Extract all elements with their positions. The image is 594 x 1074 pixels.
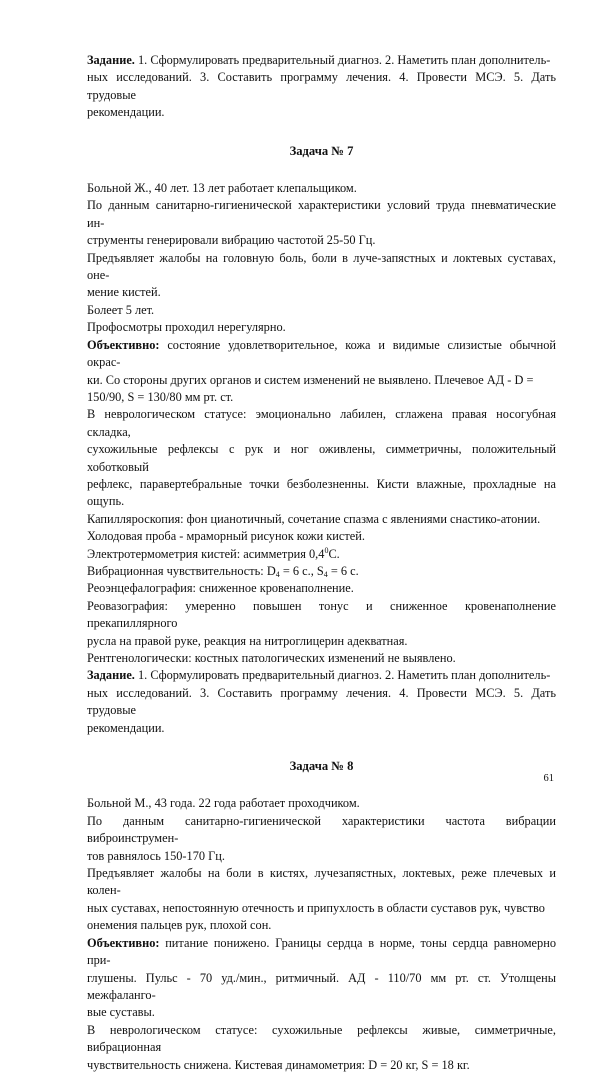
task-7-task-line-2: ных исследований. 3. Составить программу лечения. 4. Провести МСЭ. 5. Дать трудовые: [87, 685, 556, 718]
task-8-line-4: Предъявляет жалобы на боли в кистях, лучезапястных, локтевых, реже плечевых и колен-: [87, 866, 556, 898]
task-7-line-2: По данным санитарно-гигиенической характеристики условий труда пневматические ин-: [87, 198, 556, 230]
task-8-line-10: В неврологическом статусе: сухожильные рефлексы живые, симметричные, вибрационная: [87, 1022, 556, 1055]
task-8-title: Задача № 8: [289, 759, 354, 774]
task-8-line-9: вые суставы.: [87, 1005, 155, 1020]
task-7-block: [87, 180, 556, 737]
task-7-objective-line: [87, 337, 556, 372]
task-7-line-5: мение кистей.: [87, 285, 161, 300]
task-7-line-17-prefix: Вибрационная чувствительность: D: [87, 563, 276, 578]
task-7-title: Задача № 7: [289, 143, 354, 158]
intro-task-line-2: ных исследований. 3. Составить программу лечения. 4. Провести МСЭ. 5. Дать трудовые: [87, 70, 556, 102]
task-7-line-21: Рентгенологически: костных патологических изменений не выявлено.: [87, 651, 456, 665]
intro-task-block: [87, 52, 556, 122]
task-7-task-line-3: рекомендации.: [87, 720, 165, 735]
task-8-line-5: ных суставах, непостоянную отечность и припухлость в области суставов рук, чувство: [87, 900, 545, 915]
task-7-line-13: рефлекс, паравертебральные точки безболезненны. Кисти влажные, прохладные на ощупь.: [87, 476, 556, 509]
task-7-line-11: В неврологическом статусе: эмоционально лабилен, сглажена правая носогубная складка,: [87, 407, 556, 439]
task-8-line-8: глушены. Пульс - 70 уд./мин., ритмичный. АД - 110/70 мм рт. ст. Утолщены межфаланго-: [87, 970, 556, 1002]
task-7-line-20: русла на правой руке, реакция на нитроглицерин адекватная.: [87, 633, 408, 648]
subscript-d4: 4: [275, 569, 280, 579]
task-7-line-4: Предъявляет жалобы на головную боль, боли в луче-запястных и локтевых суставах, оне-: [87, 250, 556, 283]
task-7-line-16: [87, 546, 556, 563]
task-7-line-15: Холодовая проба - мраморный рисунок кожи кистей.: [87, 529, 365, 544]
page-number: 61: [543, 773, 554, 784]
task-7-line-1: Больной Ж., 40 лет. 13 лет работает клепальщиком.: [87, 181, 357, 196]
subscript-s4: 4: [323, 569, 328, 579]
task-8-objective-line: [87, 935, 556, 970]
task-8-line-3: тов равнялось 150-170 Гц.: [87, 848, 225, 863]
page-content: [87, 52, 556, 1074]
task-7-line-3: струменты генерировали вибрацию частотой 25-50 Гц.: [87, 233, 376, 248]
task-7-task-text-1: 1. Сформулировать предварительный диагноз. 2. Наметить план дополнитель-: [138, 668, 551, 683]
degree-superscript: 0: [324, 545, 329, 555]
task-7-line-14: Капилляроскопия: фон цианотичный, сочетание спазма с явлениями снастико-атонии.: [87, 511, 541, 526]
spacer: [87, 160, 556, 180]
task-7-line-19: Реовазография: умеренно повышен тонус и сниженное кровенаполнение прекапиллярного: [87, 598, 556, 631]
objective-label: Объективно:: [87, 337, 160, 352]
task-8-block: [87, 795, 556, 1074]
task-7-line-12: сухожильные рефлексы с рук и ног оживлены, симметричны, положительный хоботковый: [87, 442, 556, 474]
task-label: Задание.: [87, 53, 135, 67]
task-7-line-16-prefix: Электротермометрия кистей: асимметрия 0,4: [87, 546, 325, 561]
task-8-line-2: По данным санитарно-гигиенической характеристики частота вибрации виброинструмен-: [87, 813, 556, 846]
task-7-line-10: 150/90, S = 130/80 мм рт. ст.: [87, 389, 234, 404]
task-7-line-17: [87, 563, 556, 580]
task-7-line-17-middle: = 6 с., S: [279, 563, 324, 578]
intro-task-line-3: рекомендации.: [87, 105, 165, 120]
task-8-objective-text: питание понижено. Границы сердца в норме, тоны сердца равномерно при-: [87, 935, 556, 968]
task-7-objective-text: состояние удовлетворительное, кожа и видимые слизистые обычной окрас-: [87, 337, 556, 370]
task-8-line-6: онемения пальцев рук, плохой сон.: [87, 918, 272, 933]
intro-task-text-1: 1. Сформулировать предварительный диагноз. 2. Наметить план дополнитель-: [138, 53, 551, 67]
task-label: Задание.: [87, 668, 135, 683]
task-7-line-16-suffix: С.: [328, 546, 340, 561]
intro-task-line-1: [87, 52, 556, 69]
objective-label: Объективно:: [87, 935, 160, 950]
task-7-line-7: Профосмотры проходил нерегулярно.: [87, 320, 286, 335]
task-7-line-6: Болеет 5 лет.: [87, 302, 155, 317]
task-8-line-1: Больной М., 43 года. 22 года работает проходчиком.: [87, 796, 360, 811]
task-7-line-9: ки. Со стороны других органов и систем изменений не выявлено. Плечевое АД - D =: [87, 372, 534, 387]
spacer: [87, 775, 556, 795]
task-7-line-18: Реоэнцефалография: сниженное кровенаполнение.: [87, 581, 354, 596]
task-8-line-11: чувствительность снижена. Кистевая динамометрия: D = 20 кг, S = 18 кг.: [87, 1057, 470, 1072]
spacer: [87, 122, 556, 143]
task-7-line-17-suffix: = 6 с.: [327, 563, 359, 578]
task-7-task-line-1: [87, 667, 556, 684]
spacer: [87, 737, 556, 758]
